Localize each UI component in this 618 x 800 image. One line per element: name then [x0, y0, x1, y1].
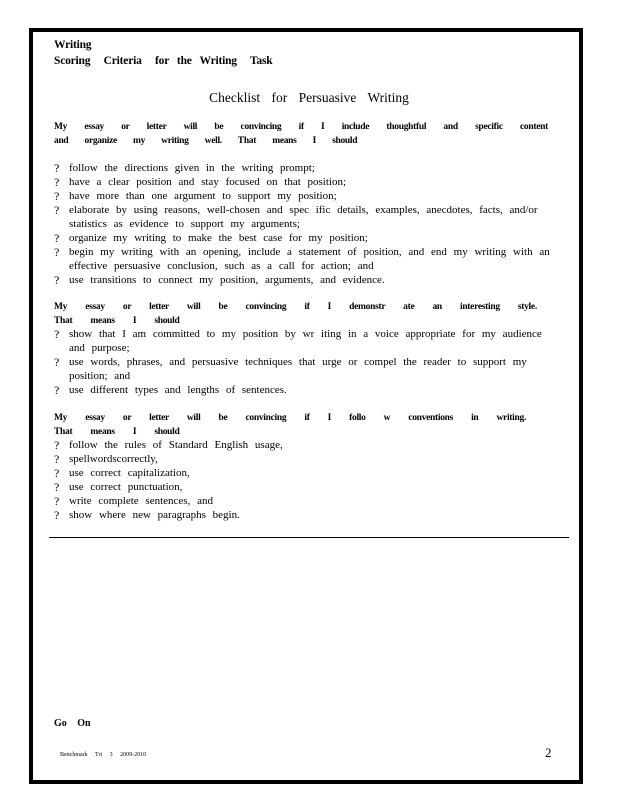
list-item: ? follow the rules of Standard English usage,	[54, 438, 283, 452]
bullet-icon: ?	[54, 438, 60, 452]
bullet-icon: ?	[54, 452, 60, 466]
page-title: Checklist for Persuasive Writing	[209, 90, 409, 105]
bullet-icon: ?	[54, 189, 60, 203]
bullet-icon: ?	[54, 327, 60, 341]
list-item: ? have more than one argument to support my position;	[54, 189, 337, 203]
list-item: ? use transitions to connect my position, arguments, and evidence.	[54, 273, 385, 287]
bullet-icon: ?	[54, 203, 60, 217]
list-item: ? show where new paragraphs begin.	[54, 508, 240, 522]
list-item: ? organize my writing to make the best case for my position;	[54, 231, 368, 245]
bullet-icon: ?	[54, 161, 60, 175]
footer-benchmark: Benchmark Tri 3 2009-2010	[60, 752, 147, 758]
section-intro-conventions: My essay or letter will be convincing if I follo w conventions in writing. That means I should	[54, 413, 527, 437]
horizontal-divider	[49, 537, 569, 538]
checklist-conventions	[54, 438, 554, 522]
bullet-icon: ?	[54, 480, 60, 494]
list-item: ? follow the directions given in the writing prompt;	[54, 161, 315, 175]
bullet-icon: ?	[54, 273, 60, 287]
header-scoring-criteria: Scoring Criteria for the Writing Task	[54, 55, 273, 67]
bullet-icon: ?	[54, 355, 60, 369]
list-item: ? begin my writing with an opening, include a statement of position, and end my writing with an effective persuasive conclusion, such as a call for action; and	[54, 245, 550, 272]
list-item: ? use correct capitalization,	[54, 466, 190, 480]
bullet-icon: ?	[54, 466, 60, 480]
bullet-icon: ?	[54, 231, 60, 245]
bullet-icon: ?	[54, 494, 60, 508]
section-intro-style: My essay or letter will be convincing if I demonstr ate an interesting style. That means I should	[54, 302, 537, 326]
header-subject: Writing	[54, 39, 92, 51]
section-intro-content: My essay or letter will be convincing if I include thoughtful and specific content and organize my writing well. That means I should	[54, 122, 548, 146]
list-item: ? show that I am committed to my position by wr iting in a voice appropriate for my audience and purpose;	[54, 327, 542, 354]
list-item: ? use words, phrases, and persuasive techniques that urge or compel the reader to support my position; and	[54, 355, 527, 382]
list-item: ? have a clear position and stay focused on that position;	[54, 175, 347, 189]
list-item: ? write complete sentences, and	[54, 494, 213, 508]
list-item: ? spellwordscorrectly,	[54, 452, 158, 466]
bullet-icon: ?	[54, 245, 60, 259]
list-item: ? use correct punctuation,	[54, 480, 183, 494]
page-number: 2	[545, 745, 552, 760]
bullet-icon: ?	[54, 175, 60, 189]
bullet-icon: ?	[54, 508, 60, 522]
list-item: ? elaborate by using reasons, well-chosen and spec ific details, examples, anecdotes, facts, and/or statistics as evidence to support my arguments;	[54, 203, 538, 230]
checklist-content	[54, 161, 554, 287]
list-item: ? use different types and lengths of sentences.	[54, 383, 287, 397]
go-on-label: Go On	[54, 718, 91, 729]
bullet-icon: ?	[54, 383, 60, 397]
checklist-style	[54, 327, 554, 397]
